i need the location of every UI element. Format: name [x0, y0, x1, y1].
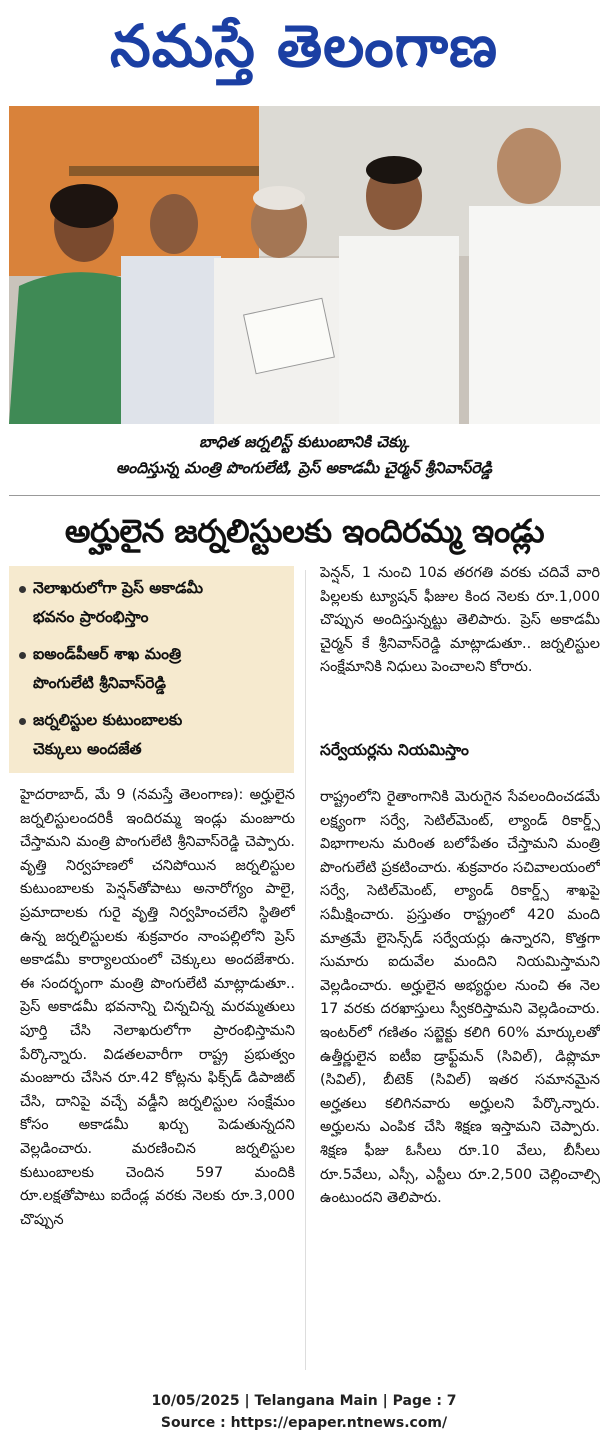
bullet-icon [19, 718, 26, 725]
highlights-box [9, 566, 294, 773]
highlight-line: ఐఅండ్‌పీఆర్ శాఖ మంత్రి [33, 645, 182, 663]
column-divider [305, 570, 306, 1370]
article-text-right-bottom: రాష్ట్రంలోని రైతాంగానికి మెరుగైన సేవలందించడమే లక్ష్యంగా సర్వే, సెటిల్‌మెంట్, ల్యాండ్ రికార్డ్స్ విభాగాలను మరింత బలోపేతం చేస్తామని మంత్రి పొంగులేటి ప్రకటించారు. శుక్రవారం సచివాలయంలో సర్వే, సెటిల్‌మెంట్, ల్యాండ్ రికార్డ్స్ శాఖపై సమీక్షించారు. ప్రస్తుతం రాష్ట్రంలో 420 మంది మాత్రమే లైసెన్స్‌డ్ సర్వేయర్లు ఉన్నారని, కొత్తగా సుమారు ఐదువేల మందిని నియమిస్తామని వెల్లడించారు. అర్హులైన అభ్యర్థుల నుంచి ఈ నెల 17 వరకు దరఖాస్తులు స్వీకరిస్తామని వెల్లడించారు. ఇంటర్‌లో గణితం సబ్జెక్టు కలిగి 60% మార్కులతో ఉత్తీర్ణులైన ఐటీఐ డ్రాఫ్ట్‌మన్ (సివిల్), డిప్లొమా (సివిల్), బీటెక్ (సివిల్) ఇతర సమానమైన అర్హతలు కలిగినవారు అర్హులని పేర్కొన్నారు. అర్హులను ఎంపిక చేసి శిక్షణ ఇస్తామని చెప్పారు. శిక్షణ ఫీజు ఓసీలు రూ.10 వేలు, బీసీలు రూ.5వేలు, ఎస్సీ, ఎస్టీలు రూ.2,500 చెల్లించాల్సి ఉంటుందని తెలిపారు. [320, 789, 600, 1207]
highlight-line: భవనం ప్రారంభిస్తాం [33, 608, 149, 626]
photo-caption [30, 430, 578, 490]
highlight-line: చెక్కులు అందజేత [33, 740, 142, 758]
footer-date-edition: 10/05/2025 | Telangana Main | Page : 7 [151, 1393, 457, 1409]
article-text-left: హైదరాబాద్, మే 9 (నమస్తే తెలంగాణ): అర్హులైన జర్నలిస్టులందరికీ ఇందిరమ్మ ఇండ్లు మంజూరు చేస్తామని మంత్రి పొంగులేటి శ్రీనివాస్‌రెడ్డి చెప్పారు. వృత్తి నిర్వహణలో చనిపోయిన జర్నలిస్టుల కుటుంబాలకు పెన్షన్‌తోపాటు అనారోగ్యం పాలై, ప్రమాదాలకు గురై వృత్తి నిర్వహించలేని స్థితిలో ఉన్న జర్నలిస్టులకు శుక్రవారం నాంపల్లిలోని ప్రెస్ అకాడమీ కార్యాలయంలో చెక్కులు అందజేశారు. ఈ సందర్భంగా మంత్రి పొంగులేటి మాట్లాడుతూ.. ప్రెస్ అకాడమీ భవనాన్ని చిన్నచిన్న మరమ్మతులు పూర్తి చేసి నెలాఖరులోగా ప్రారంభిస్తామని పేర్కొన్నారు. విడతలవారీగా రాష్ట్ర ప్రభుత్వం మంజూరు చేసిన రూ.42 కోట్లను ఫిక్స్‌డ్ డిపాజిట్ చేసి, దానిపై వచ్చే వడ్డీని జర్నలిస్టుల సంక్షేమం కోసం అకాడమీ ఖర్చు పెడుతున్నదని వెల్లడించారు. మరణించిన జర్నలిస్టుల కుటుంబాలకు చెందిన 597 మందికి రూ.లక్షతోపాటు ఐదేండ్ల వరకు నెలకు రూ.3,000 చొప్పున [20, 787, 295, 1228]
caption-line-1: బాధిత జర్నలిస్ట్ కుటుంబానికి చెక్కు [199, 433, 409, 451]
photo-illustration [9, 106, 600, 424]
newspaper-title: నమస్తే తెలంగాణ [110, 12, 498, 80]
divider [9, 495, 600, 496]
article-text-right-top: పెన్షన్, 1 నుంచి 10వ తరగతి వరకు చదివే వారి పిల్లలకు ట్యూషన్ ఫీజుల కింద నెలకు రూ.1,000 చొప్పున అందిస్తున్నట్టు తెలిపారు. ప్రెస్ అకాడమీ చైర్మన్ కే శ్రీనివాస్‌రెడ్డి మాట్లాడుతూ.. జర్నలిస్టుల సంక్షేమానికి నిధులు పెంచాలని కోరారు. [320, 565, 600, 676]
bullet-icon [19, 586, 26, 593]
highlight-line: పొంగులేటి శ్రీనివాస్‌రెడ్డి [33, 674, 166, 692]
bullet-icon [19, 652, 26, 659]
highlight-line: జర్నలిస్టుల కుటుంబాలకు [33, 711, 183, 729]
highlight-line: నెలాఖరులోగా ప్రెస్ అకాడమీ [33, 579, 203, 597]
caption-line-2: అందిస్తున్న మంత్రి పొంగులేటి, ప్రెస్ అకాడమీ చైర్మన్ శ్రీనివాస్‌రెడ్డి [115, 459, 492, 477]
masthead [0, 0, 608, 95]
footer-source: Source : https://epaper.ntnews.com/ [160, 1415, 448, 1431]
section-subhead: సర్వేయర్లను నియమిస్తాం [320, 741, 469, 759]
news-photo [9, 106, 600, 424]
article-headline: అర్హులైన జర్నలిస్టులకు ఇందిరమ్మ ఇండ్లు [64, 512, 545, 550]
